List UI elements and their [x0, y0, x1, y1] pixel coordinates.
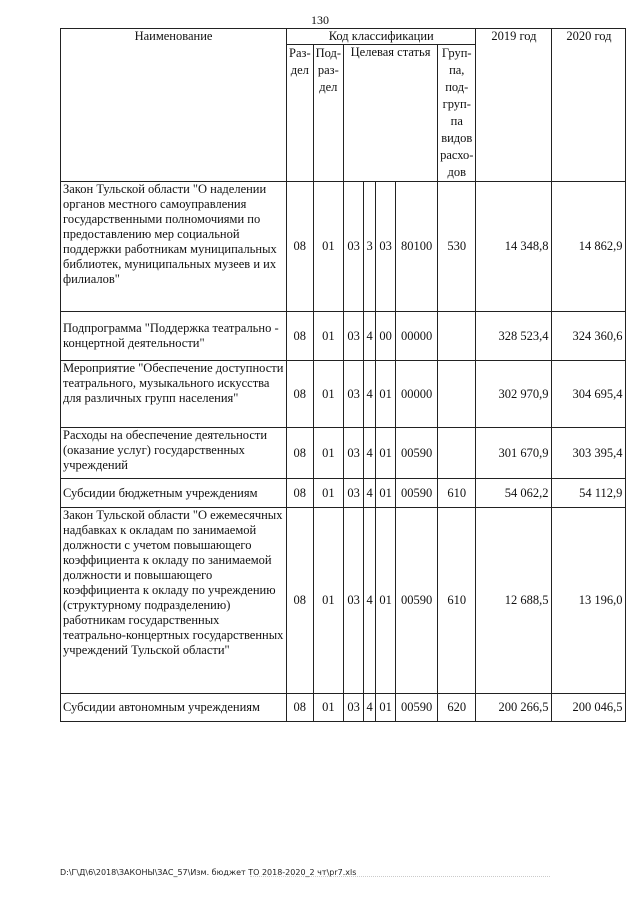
table-row — [61, 182, 626, 312]
row-target-event: 00 — [376, 312, 396, 361]
row-value-2019: 200 266,5 — [476, 694, 552, 722]
row-value-2019: 54 062,2 — [476, 479, 552, 508]
header-expense-group: Груп-па, под-груп-па видов расхо-дов — [438, 45, 476, 182]
row-expense-group — [438, 312, 476, 361]
row-target-subprogram: 4 — [364, 312, 376, 361]
row-subsection: 01 — [313, 312, 343, 361]
row-name: Закон Тульской области "О наделении органов местного самоуправления государственными полномочиями по предоставлению мер социальной поддержки работникам муниципальных библиотек, муниципальных музеев и их филиалов" — [61, 182, 287, 312]
row-subsection: 01 — [313, 182, 343, 312]
row-value-2019: 12 688,5 — [476, 508, 552, 694]
row-target-event: 01 — [376, 694, 396, 722]
row-target-program: 03 — [344, 428, 364, 479]
row-target-subprogram: 4 — [364, 479, 376, 508]
row-target-direction: 00000 — [396, 361, 438, 428]
row-target-event: 01 — [376, 361, 396, 428]
row-value-2020: 200 046,5 — [552, 694, 626, 722]
row-target-program: 03 — [344, 479, 364, 508]
row-section: 08 — [287, 479, 314, 508]
row-value-2019: 14 348,8 — [476, 182, 552, 312]
row-value-2020: 13 196,0 — [552, 508, 626, 694]
budget-table — [60, 28, 626, 722]
row-value-2020: 14 862,9 — [552, 182, 626, 312]
row-subsection: 01 — [313, 361, 343, 428]
row-target-event: 01 — [376, 479, 396, 508]
row-target-direction: 00590 — [396, 479, 438, 508]
table-row — [61, 479, 626, 508]
footer-file-path: D:\Г\Д\6\2018\ЗАКОНЫ\ЗАС_57\Изм. бюджет ТО 2018-2020_2 чт\pr7.xls — [60, 868, 357, 877]
row-target-program: 03 — [344, 312, 364, 361]
table-row — [61, 508, 626, 694]
table-body — [61, 182, 626, 722]
row-value-2020: 324 360,6 — [552, 312, 626, 361]
row-value-2020: 54 112,9 — [552, 479, 626, 508]
row-target-subprogram: 4 — [364, 428, 376, 479]
row-subsection: 01 — [313, 508, 343, 694]
header-2020: 2020 год — [552, 29, 626, 182]
row-target-event: 03 — [376, 182, 396, 312]
row-value-2019: 328 523,4 — [476, 312, 552, 361]
row-target-subprogram: 3 — [364, 182, 376, 312]
header-subsection: Под-раз-дел — [313, 45, 343, 182]
row-expense-group: 530 — [438, 182, 476, 312]
table-row — [61, 694, 626, 722]
row-target-subprogram: 4 — [364, 694, 376, 722]
row-target-program: 03 — [344, 508, 364, 694]
row-subsection: 01 — [313, 479, 343, 508]
row-target-event: 01 — [376, 508, 396, 694]
header-classification: Код классификации — [287, 29, 476, 45]
row-subsection: 01 — [313, 694, 343, 722]
row-expense-group: 610 — [438, 479, 476, 508]
row-section: 08 — [287, 182, 314, 312]
row-expense-group: 620 — [438, 694, 476, 722]
row-target-direction: 00590 — [396, 428, 438, 479]
row-name: Расходы на обеспечение деятельности (оказание услуг) государственных учреждений — [61, 428, 287, 479]
row-section: 08 — [287, 428, 314, 479]
row-section: 08 — [287, 508, 314, 694]
row-name: Закон Тульской области "О ежемесячных надбавках к окладам по занимаемой должности с учетом повышающего коэффициента к окладу по занимаемой должности и повышающего коэффициента к окладу по учреждению (структурному подразделению) работникам государственных театрально-концертных государственных учреждений Тульской области" — [61, 508, 287, 694]
row-target-direction: 00590 — [396, 694, 438, 722]
row-value-2019: 301 670,9 — [476, 428, 552, 479]
table-row — [61, 428, 626, 479]
header-name: Наименование — [61, 29, 287, 182]
row-name: Мероприятие "Обеспечение доступности театрального, музыкального искусства для различных групп населения" — [61, 361, 287, 428]
row-target-event: 01 — [376, 428, 396, 479]
row-expense-group — [438, 428, 476, 479]
row-target-direction: 00590 — [396, 508, 438, 694]
row-expense-group — [438, 361, 476, 428]
row-value-2020: 304 695,4 — [552, 361, 626, 428]
row-section: 08 — [287, 361, 314, 428]
row-subsection: 01 — [313, 428, 343, 479]
row-target-direction: 00000 — [396, 312, 438, 361]
row-target-direction: 80100 — [396, 182, 438, 312]
row-name: Подпрограмма "Поддержка театрально - концертной деятельности" — [61, 312, 287, 361]
row-target-program: 03 — [344, 694, 364, 722]
row-expense-group: 610 — [438, 508, 476, 694]
row-target-program: 03 — [344, 361, 364, 428]
row-section: 08 — [287, 694, 314, 722]
header-section: Раз-дел — [287, 45, 314, 182]
table-row — [61, 312, 626, 361]
header-2019: 2019 год — [476, 29, 552, 182]
header-target-article: Целевая статья — [344, 45, 438, 182]
row-name: Субсидии автономным учреждениям — [61, 694, 287, 722]
scan-artifact — [250, 876, 550, 879]
row-target-subprogram: 4 — [364, 361, 376, 428]
header-row-top — [61, 29, 626, 45]
page-number: 130 — [311, 13, 329, 27]
row-name: Субсидии бюджетным учреждениям — [61, 479, 287, 508]
table-row — [61, 361, 626, 428]
row-section: 08 — [287, 312, 314, 361]
row-value-2019: 302 970,9 — [476, 361, 552, 428]
row-target-program: 03 — [344, 182, 364, 312]
row-value-2020: 303 395,4 — [552, 428, 626, 479]
row-target-subprogram: 4 — [364, 508, 376, 694]
